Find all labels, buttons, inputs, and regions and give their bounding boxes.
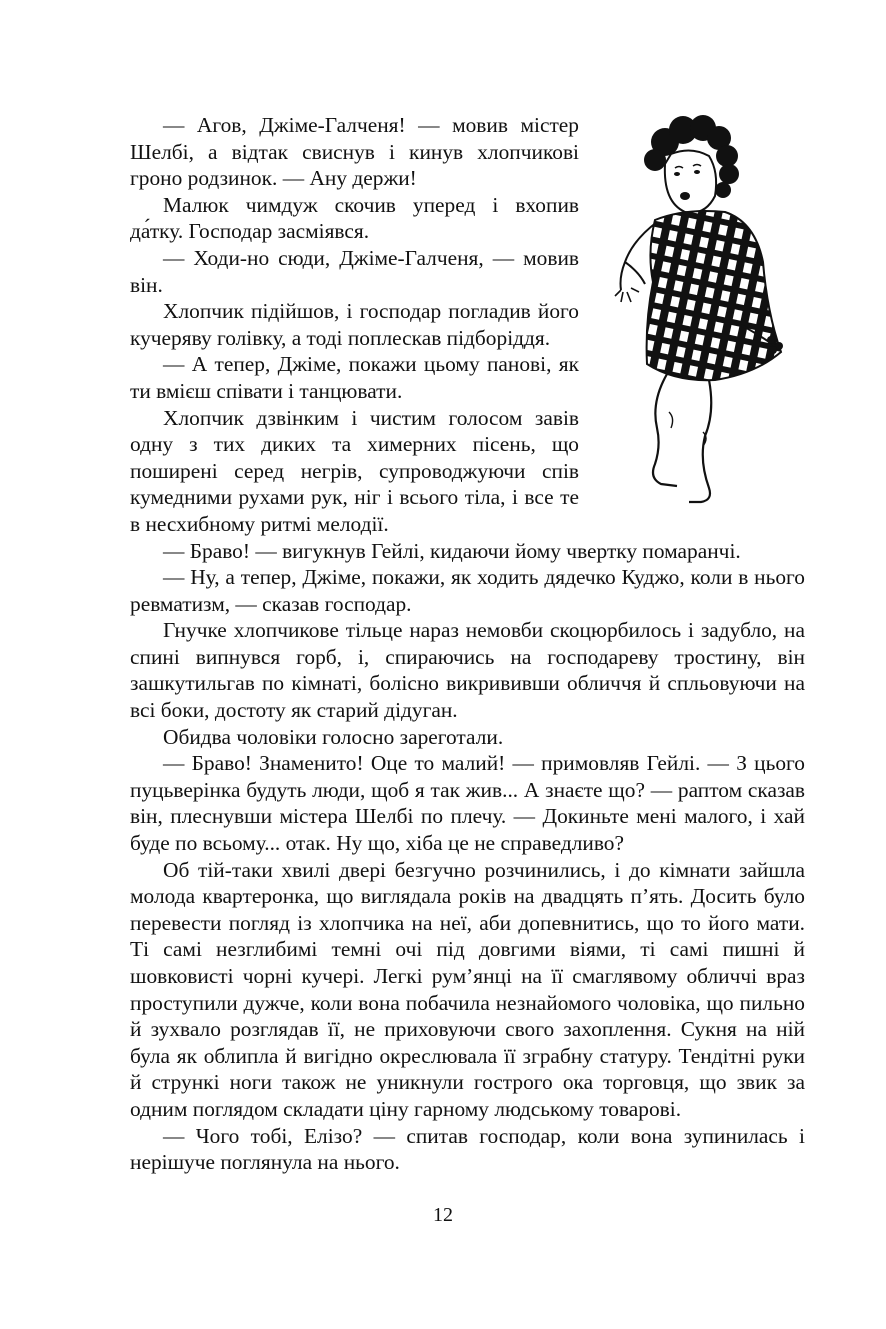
- dancing-boy-illustration: [605, 112, 805, 507]
- paragraph-1: — Агов, Джіме-Галченя! — мовив містер Шелбі, а відтак свиснув і кинув хлопчикові гроно родзинок. — Ану держи!: [130, 113, 579, 191]
- paragraph-7: — Браво! — вигукнув Гейлі, кидаючи йому чвертку помаранчі.: [163, 538, 741, 563]
- paragraph-3: — Ходи-но сюди, Джіме-Галченя, — мовив він.: [130, 245, 579, 297]
- paragraph-8: — Ну, а тепер, Джіме, покажи, як ходить дядечко Куджо, коли в нього ревматизм, — сказав господар.: [130, 565, 805, 616]
- paragraph-4: Хлопчик підійшов, і господар погладив його кучеряву голівку, а тоді поплескав підборіддя.: [130, 299, 579, 350]
- paragraph-2: Малюк чимдуж скочив уперед і вхопив да́тку. Господар засміявся.: [130, 192, 579, 244]
- body-text: [130, 112, 805, 1176]
- page-number: 12: [433, 1204, 453, 1226]
- paragraph-5: — А тепер, Джіме, покажи цьому панові, як ти вмієш співати і танцювати.: [130, 352, 579, 403]
- paragraph-13: — Чого тобі, Елізо? — спитав господар, коли вона зупинилась і нерішуче поглянула на нього.: [130, 1123, 805, 1175]
- paragraph-9: Гнучке хлопчикове тільце нараз немовби скоцюрбилось і задубло, на спині випнувся горб, і, спираючись на господареву тростину, він зашкутильгав по кімнаті, болісно викрививши обличчя й спльовуючи на всі боки, достоту як старий дідуган.: [130, 618, 805, 723]
- paragraph-12: Об тій-таки хвилі двері безгучно розчинились, і до кімнати зайшла молода квартеронка, що виглядала років на двадцять п’ять. Досить було перевести погляд із хлопчика на неї, аби допевнитись, що то його мати. Ті самі незглибимі темні очі під довгими віями, ті самі пишні й шовковисті чорні кучері. Легкі рум’янці на її смаглявому обличчі враз проступили дужче, коли вона побачила незнайомого чоловіка, що пильно й зухвало розглядав її, не приховуючи свого захоплення. Сукня на ній була як облипла й вигідно окреслювала її зграбну статуру. Тендітні руки й стрункі ноги також не уникнули гострого ока торговця, що звик за одним поглядом складати ціну гарному людському товарові.: [130, 857, 805, 1121]
- paragraph-11: — Браво! Знаменито! Оце то малий! — примовляв Гейлі. — З цього пуцьверінка будуть люди, щоб я так жив... А знаєте що? — раптом сказав він, плеснувши містера Шелбі по плечу. — Докиньте мені малого, і хай буде по всьому... отак. Ну що, хіба це не справедливо?: [130, 751, 805, 856]
- paragraph-10: Обидва чоловіки голосно зареготали.: [163, 724, 504, 749]
- paragraph-6: Хлопчик дзвінким і чистим голосом завів одну з тих диких та химерних пісень, що поширені серед негрів, супроводжуючи спів кумедними рухами рук, ніг і всього тіла, і все те в несхибному ритмі мелодії.: [130, 405, 579, 536]
- dancing-boy-drawing: [605, 112, 805, 507]
